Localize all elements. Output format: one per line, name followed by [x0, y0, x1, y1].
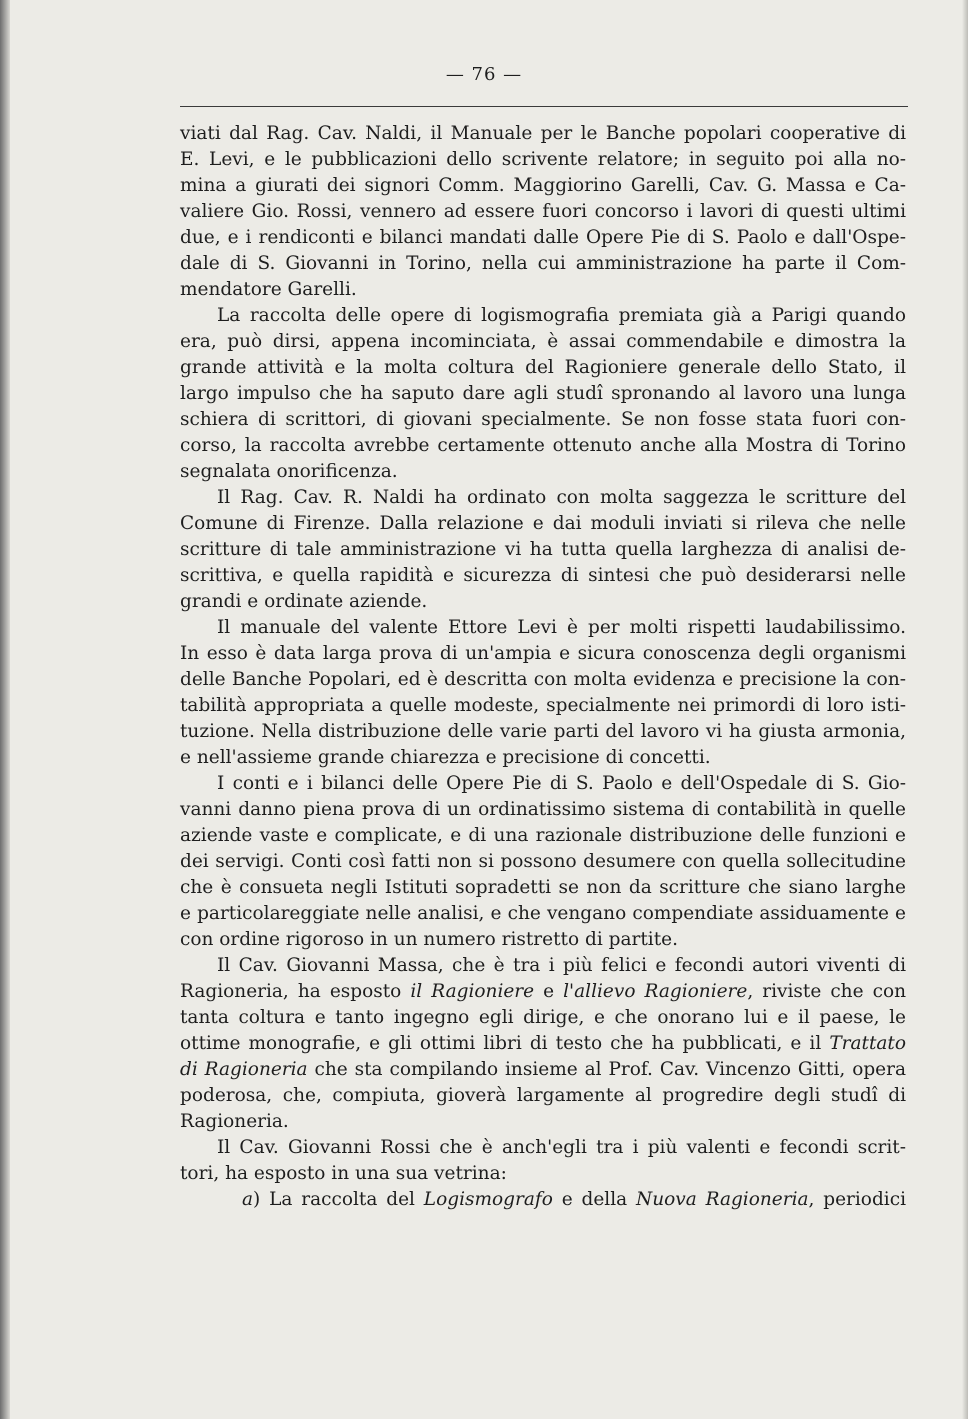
text-line [180, 667, 906, 693]
scan-edge-left [0, 0, 10, 1419]
italic-title: Nuova Ragioneria [636, 1189, 809, 1210]
text-segment: ) La raccolta del [253, 1189, 424, 1210]
text-line [180, 979, 906, 1005]
text-line [180, 849, 906, 875]
text-line [180, 1109, 906, 1135]
text-segment: Il Cav. Giovanni Rossi che è anch'egli tra i più valenti e fecondi scrit- [217, 1137, 906, 1158]
text-segment: grandi e ordinate aziende. [180, 591, 428, 612]
text-segment: due, e i rendiconti e bilanci mandati dalle Opere Pie di S. Paolo e dall'Ospe- [180, 227, 906, 248]
text-segment: scrittiva, e quella rapidità e sicurezza di sintesi che può desiderarsi nelle [180, 565, 906, 586]
text-line [180, 1161, 906, 1187]
page-number: — 76 — [445, 64, 523, 85]
header-rule [180, 106, 908, 107]
text-segment: segnalata onorificenza. [180, 461, 398, 482]
text-segment: tanta coltura e tanto ingegno egli dirige, e che onorano lui e il paese, le [180, 1007, 906, 1028]
text-segment: poderosa, che, compiuta, gioverà largamente al progredire degli studî di [180, 1085, 906, 1106]
text-segment: viati dal Rag. Cav. Naldi, il Manuale per le Banche popolari cooperative di [180, 123, 906, 144]
italic-title: il Ragioniere [410, 981, 535, 1002]
text-line [180, 277, 906, 303]
text-segment: dale di S. Giovanni in Torino, nella cui amministrazione ha parte il Com- [180, 253, 906, 274]
text-line [180, 589, 906, 615]
text-line [180, 303, 906, 329]
text-segment: che è consueta negli Istituti sopradetti se non da scritture che siano larghe [180, 877, 906, 898]
text-segment: In esso è data larga prova di un'ampia e sicura conoscenza degli organismi [180, 643, 906, 664]
text-segment: E. Levi, e le pubblicazioni dello scrivente relatore; in seguito poi alla no- [180, 149, 906, 170]
text-line [180, 823, 906, 849]
text-line [180, 199, 906, 225]
text-segment: Comune di Firenze. Dalla relazione e dai moduli inviati si rileva che nelle [180, 513, 906, 534]
text-line [180, 381, 906, 407]
text-segment: che sta compilando insieme al Prof. Cav. Vincenzo Gitti, opera [307, 1059, 906, 1080]
text-segment: , periodici [808, 1189, 906, 1210]
text-segment: mendatore Garelli. [180, 279, 357, 300]
text-line [180, 1005, 906, 1031]
text-segment: delle Banche Popolari, ed è descritta con molta evidenza e precisione la con- [180, 669, 906, 690]
text-line [180, 1083, 906, 1109]
text-segment: dei servigi. Conti così fatti non si possono desumere con quella sollecitudine [180, 851, 906, 872]
text-line [180, 641, 906, 667]
text-segment: tori, ha esposto in una sua vetrina: [180, 1163, 507, 1184]
text-segment: largo impulso che ha saputo dare agli studî spronando al lavoro una lunga [180, 383, 906, 404]
italic-title: l'allievo Ragioniere [563, 981, 748, 1002]
text-line [180, 1187, 906, 1213]
text-segment: tuzione. Nella distribuzione delle varie parti del lavoro vi ha giusta armonia, [180, 721, 906, 742]
text-line [180, 251, 906, 277]
text-line [180, 563, 906, 589]
text-segment: Il Rag. Cav. R. Naldi ha ordinato con molta saggezza le scritture del [217, 487, 906, 508]
text-segment: schiera di scrittori, di giovani specialmente. Se non fosse stata fuori con- [180, 409, 906, 430]
text-segment: era, può dirsi, appena incominciata, è assai commendabile e dimostra la [180, 331, 906, 352]
text-line [180, 121, 906, 147]
text-segment: Ragioneria. [180, 1111, 289, 1132]
text-line [180, 615, 906, 641]
text-line [180, 875, 906, 901]
text-segment: e nell'assieme grande chiarezza e precisione di concetti. [180, 747, 711, 768]
text-line [180, 1135, 906, 1161]
text-segment: Il Cav. Giovanni Massa, che è tra i più felici e fecondi autori viventi di [217, 955, 906, 976]
text-segment: Il manuale del valente Ettore Levi è per molti rispetti laudabilissimo. [217, 617, 906, 638]
text-segment: mina a giurati dei signori Comm. Maggiorino Garelli, Cav. G. Massa e Ca- [180, 175, 906, 196]
text-line [180, 225, 906, 251]
text-segment: scritture di tale amministrazione vi ha tutta quella larghezza di analisi de- [180, 539, 906, 560]
text-line [180, 901, 906, 927]
text-line [180, 459, 906, 485]
scan-edge-right [962, 0, 968, 1419]
text-line [180, 173, 906, 199]
text-segment: , riviste che con [747, 981, 906, 1002]
text-segment: corso, la raccolta avrebbe certamente ottenuto anche alla Mostra di Torino [180, 435, 906, 456]
text-line [180, 927, 906, 953]
text-segment: ottime monografie, e gli ottimi libri di testo che ha pubblicati, e il [180, 1033, 830, 1054]
italic-title: Logismografo [423, 1189, 553, 1210]
text-line [180, 433, 906, 459]
text-segment: La raccolta delle opere di logismografia premiata già a Parigi quando [217, 305, 906, 326]
text-segment: grande attività e la molta coltura del Ragioniere generale dello Stato, il [180, 357, 906, 378]
text-line [180, 797, 906, 823]
text-segment: tabilità appropriata a quelle modeste, specialmente nei primordi di loro isti- [180, 695, 906, 716]
text-segment: e della [552, 1189, 637, 1210]
text-line [180, 485, 906, 511]
text-line [180, 407, 906, 433]
text-line [180, 719, 906, 745]
text-line [180, 511, 906, 537]
text-line [180, 355, 906, 381]
text-line [180, 537, 906, 563]
text-segment: con ordine rigoroso in un numero ristretto di partite. [180, 929, 678, 950]
text-line [180, 329, 906, 355]
body-text [180, 121, 906, 1213]
italic-title: di Ragioneria [180, 1059, 308, 1080]
italic-title: Trattato [829, 1033, 906, 1054]
text-segment: I conti e i bilanci delle Opere Pie di S. Paolo e dell'Ospedale di S. Gio- [217, 773, 906, 794]
italic-title: a [242, 1189, 254, 1210]
text-line [180, 771, 906, 797]
text-line [180, 1057, 906, 1083]
text-segment: e [534, 981, 564, 1002]
text-line [180, 745, 906, 771]
text-line [180, 693, 906, 719]
text-segment: vanni danno piena prova di un ordinatissimo sistema di contabilità in quelle [180, 799, 906, 820]
text-segment: valiere Gio. Rossi, vennero ad essere fuori concorso i lavori di questi ultimi [180, 201, 906, 222]
text-line [180, 953, 906, 979]
text-line [180, 1031, 906, 1057]
text-segment: e particolareggiate nelle analisi, e che vengano compendiate assiduamente e [180, 903, 906, 924]
text-segment: Ragioneria, ha esposto [180, 981, 411, 1002]
text-segment: aziende vaste e complicate, e di una razionale distribuzione delle funzioni e [180, 825, 906, 846]
text-line [180, 147, 906, 173]
